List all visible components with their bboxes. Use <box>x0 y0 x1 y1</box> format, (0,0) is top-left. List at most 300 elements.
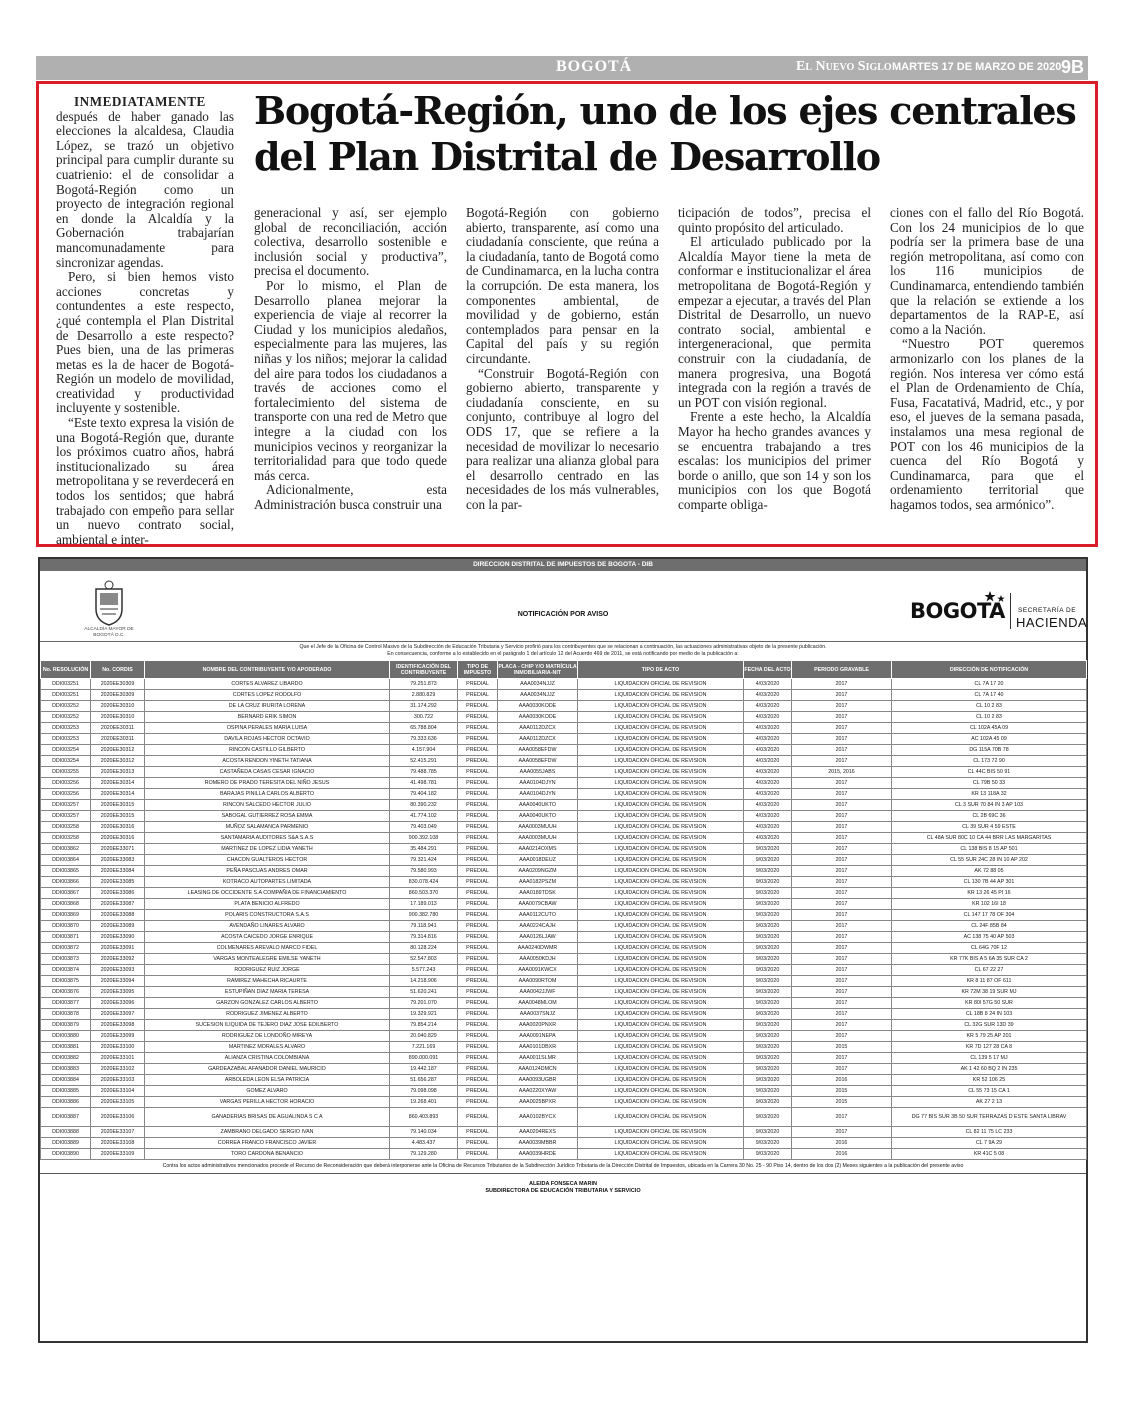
table-row <box>41 1042 1087 1053</box>
table-cell: 2020EE33083 <box>91 855 145 866</box>
table-cell: LIQUIDACION OFICIAL DE REVISION <box>578 877 744 888</box>
table-cell: 2020EE30311 <box>91 723 145 734</box>
table-cell: POLARIS CONSTRUCTORA S.A.S <box>145 910 390 921</box>
table-cell: 2017 <box>792 1031 892 1042</box>
table-cell: LIQUIDACION OFICIAL DE REVISION <box>578 800 744 811</box>
table-cell: 300.722 <box>390 712 458 723</box>
table-cell: DDI003258 <box>41 833 91 844</box>
table-row <box>41 1127 1087 1138</box>
table-cell: CORREA FRANCO FRANCISCO JAVIER <box>145 1138 390 1149</box>
table-cell: PREDIAL <box>458 998 498 1009</box>
table-cell: CL 55 SUR 24C 28 IN 10 AP 202 <box>892 855 1087 866</box>
table-row <box>41 844 1087 855</box>
table-row <box>41 723 1087 734</box>
table-cell: ACOSTA CAICEDO JORGE ENRIQUE <box>145 932 390 943</box>
table-cell: AAA0003MUUH <box>498 833 578 844</box>
table-cell: CL 67 22 27 <box>892 965 1087 976</box>
paragraph: después de haber ganado las elecciones la alcaldesa, Claudia López, se trazó un objetivo principal para cumplir durante su cuatrienio: el de consolidar a Bogotá-Región como un proyecto de integración regional en donde la Alcaldía y la Gobernación trabajarían mancomunadamente para sincronizar agendas. <box>56 108 234 270</box>
table-cell: 2017 <box>792 756 892 767</box>
table-cell: RODRIGUEZ JIMENEZ ALBERTO <box>145 1009 390 1020</box>
table-cell: 2020EE33090 <box>91 932 145 943</box>
table-cell: 2020EE33091 <box>91 943 145 954</box>
table-cell: ALIANZA CRISTINA COLOMBIANA <box>145 1053 390 1064</box>
table-cell: 2020EE33102 <box>91 1064 145 1075</box>
table-cell: 79.321.424 <box>390 855 458 866</box>
signer-title: SUBDIRECTORA DE EDUCACIÓN TRIBUTARIA Y SERVICIO <box>485 1188 641 1194</box>
table-cell: 2017 <box>792 690 892 701</box>
table-cell: LIQUIDACION OFICIAL DE REVISION <box>578 998 744 1009</box>
table-cell: AAA0040UKTO <box>498 811 578 822</box>
column-header: No. RESOLUCIÓN <box>41 661 91 679</box>
table-cell: PREDIAL <box>458 800 498 811</box>
table-cell: AAA0112CUTO <box>498 910 578 921</box>
column-header: No. CORDIS <box>91 661 145 679</box>
table-cell: PREDIAL <box>458 943 498 954</box>
table-cell: CL 2B 69C 36 <box>892 811 1087 822</box>
column-header: FECHA DEL ACTO <box>744 661 792 679</box>
table-cell: 9/03/2020 <box>744 1020 792 1031</box>
table-cell: PREDIAL <box>458 712 498 723</box>
table-cell: 2017 <box>792 943 892 954</box>
table-cell: DDI003254 <box>41 745 91 756</box>
table-cell: CL 24F 85B 84 <box>892 921 1087 932</box>
paragraph: “Construir Bogotá-Región con gobierno abierto, transparente y ciudadanía consciente, en su conjunto, contribuye al logro del ODS 17, que se refiere a la necesidad de movilizar lo necesario para realizar una alianza global para el desarrollo centrado en las necesidades de los más vulnerables, con la par- <box>466 365 659 512</box>
table-cell: RODRIGUEZ RUIZ JORGE <box>145 965 390 976</box>
table-cell: 2020EE33071 <box>91 844 145 855</box>
table-cell: LIQUIDACION OFICIAL DE REVISION <box>578 1064 744 1075</box>
table-cell: 2017 <box>792 921 892 932</box>
table-cell: 2017 <box>792 932 892 943</box>
table-cell: DDI003876 <box>41 987 91 998</box>
table-cell: DAVILA ROJAS HECTOR OCTAVIO <box>145 734 390 745</box>
table-cell: 2017 <box>792 855 892 866</box>
paragraph: Pero, si bien hemos visto acciones concretas y contundentes a este respecto, ¿qué contempla el Plan Distrital de Desarrollo a este respecto? Pues bien, una de las primeras metas es la de hacer de Bogotá-Región un modelo de movilidad, creatividad y productividad incluyente y sostenible. <box>56 269 234 416</box>
table-cell: AAA0030KODE <box>498 701 578 712</box>
table-cell: 2020EE33095 <box>91 987 145 998</box>
table-row <box>41 1009 1087 1020</box>
logo-stars-icon <box>984 589 1008 609</box>
table-cell: KR 52 106 25 <box>892 1075 1087 1086</box>
table-cell: LIQUIDACION OFICIAL DE REVISION <box>578 679 744 690</box>
table-cell: 2017 <box>792 965 892 976</box>
table-cell: 900.392.108 <box>390 833 458 844</box>
table-cell: SABOGAL GUTIERREZ ROSA EMMA <box>145 811 390 822</box>
notice-table <box>40 660 1087 1160</box>
table-cell: AAA0224CAJH <box>498 921 578 932</box>
table-cell: AAA0011SLMR <box>498 1053 578 1064</box>
table-cell: 2017 <box>792 1064 892 1075</box>
table-cell: LIQUIDACION OFICIAL DE REVISION <box>578 987 744 998</box>
table-row <box>41 822 1087 833</box>
table-cell: PREDIAL <box>458 1053 498 1064</box>
notice-intro <box>40 641 1086 660</box>
table-cell: DDI003874 <box>41 965 91 976</box>
table-cell: 2017 <box>792 844 892 855</box>
table-cell: 9/03/2020 <box>744 1138 792 1149</box>
table-cell: AAA0101DBXR <box>498 1042 578 1053</box>
table-cell: 2017 <box>792 1020 892 1031</box>
table-cell: 2017 <box>792 954 892 965</box>
table-cell: AK 27 2 13 <box>892 1097 1087 1108</box>
table-cell: AAA0003MUUH <box>498 822 578 833</box>
table-cell: LIQUIDACION OFICIAL DE REVISION <box>578 767 744 778</box>
table-cell: 9/03/2020 <box>744 1053 792 1064</box>
table-cell: PREDIAL <box>458 965 498 976</box>
table-row <box>41 877 1087 888</box>
table-row <box>41 1075 1087 1086</box>
table-cell: CL 48A SUR 80C 10 CA 44 BRR LAS MARGARITAS <box>892 833 1087 844</box>
table-cell: DDI003888 <box>41 1127 91 1138</box>
table-cell: LIQUIDACION OFICIAL DE REVISION <box>578 1149 744 1160</box>
table-cell: AAA0091KWCX <box>498 965 578 976</box>
table-cell: 2017 <box>792 877 892 888</box>
table-cell: 31.174.292 <box>390 701 458 712</box>
table-cell: AAA0079CBAW <box>498 899 578 910</box>
table-cell: PREDIAL <box>458 888 498 899</box>
table-cell: PREDIAL <box>458 987 498 998</box>
table-row <box>41 910 1087 921</box>
coat-of-arms-icon <box>88 579 130 627</box>
table-cell: 2017 <box>792 734 892 745</box>
table-cell: DDI003887 <box>41 1108 91 1127</box>
table-cell: 2017 <box>792 987 892 998</box>
table-cell: 9/03/2020 <box>744 1097 792 1108</box>
table-cell: DDI003890 <box>41 1149 91 1160</box>
paragraph: ticipación de todos”, precisa el quinto propósito del articulado. <box>678 205 871 235</box>
table-cell: 2015 <box>792 1097 892 1108</box>
table-cell: LEASING DE OCCIDENTE S.A COMPAÑIA DE FINANCIAMIENTO <box>145 888 390 899</box>
table-cell: DDI003880 <box>41 1031 91 1042</box>
table-cell: AAA0124DMCN <box>498 1064 578 1075</box>
table-cell: LIQUIDACION OFICIAL DE REVISION <box>578 1097 744 1108</box>
table-cell: 2020EE30313 <box>91 767 145 778</box>
table-cell: 9/03/2020 <box>744 888 792 899</box>
table-cell: PREDIAL <box>458 1031 498 1042</box>
table-cell: PREDIAL <box>458 1108 498 1127</box>
table-cell: PLATA BENICIO ALFREDO <box>145 899 390 910</box>
table-cell: DDI003882 <box>41 1053 91 1064</box>
paragraph: generacional y así, ser ejemplo global de reconciliación, acción colectiva, desarrollo sostenible e inclusión social y productiva”, precisa el documento. <box>254 205 447 279</box>
table-row <box>41 690 1087 701</box>
table-cell: 2016 <box>792 1138 892 1149</box>
table-cell: 4/03/2020 <box>744 822 792 833</box>
hacienda-label: HACIENDA <box>1016 615 1088 630</box>
table-cell: 2020EE30315 <box>91 800 145 811</box>
table-cell: RODRIGUEZ DE LONDOÑO MIREYA <box>145 1031 390 1042</box>
table-cell: 9/03/2020 <box>744 954 792 965</box>
table-cell: 2020EE33108 <box>91 1138 145 1149</box>
table-cell: PREDIAL <box>458 1064 498 1075</box>
table-cell: DDI003873 <box>41 954 91 965</box>
table-cell: KR 13 118A 32 <box>892 789 1087 800</box>
table-cell: AAA0209NGZM <box>498 866 578 877</box>
table-cell: 4/03/2020 <box>744 745 792 756</box>
table-cell: 4/03/2020 <box>744 690 792 701</box>
table-cell: 4/03/2020 <box>744 767 792 778</box>
table-cell: CL 79B 50 33 <box>892 778 1087 789</box>
table-cell: DDI003872 <box>41 943 91 954</box>
table-cell: MARTINEZ MORALES ALVARO <box>145 1042 390 1053</box>
table-cell: CL 39 SUR 4 59 ESTE <box>892 822 1087 833</box>
table-row <box>41 1149 1087 1160</box>
table-cell: 2020EE33105 <box>91 1097 145 1108</box>
table-cell: DDI003884 <box>41 1075 91 1086</box>
table-cell: 51.656.287 <box>390 1075 458 1086</box>
table-cell: PREDIAL <box>458 723 498 734</box>
table-cell: CL 173 72 90 <box>892 756 1087 767</box>
table-cell: LIQUIDACION OFICIAL DE REVISION <box>578 690 744 701</box>
table-cell: 17.189.013 <box>390 899 458 910</box>
table-cell: 2020EE30309 <box>91 690 145 701</box>
table-cell: DDI003254 <box>41 756 91 767</box>
table-cell: 4/03/2020 <box>744 679 792 690</box>
table-row <box>41 1097 1087 1108</box>
table-cell: KR 5 79 25 AP 201 <box>892 1031 1087 1042</box>
table-cell: SANTAMARIA AUDITORES S&A S.A.S <box>145 833 390 844</box>
logo-divider <box>1010 593 1011 629</box>
table-cell: LIQUIDACION OFICIAL DE REVISION <box>578 1086 744 1097</box>
table-cell: AAA0025BPXR <box>498 1097 578 1108</box>
table-cell: AAA0055JABS <box>498 767 578 778</box>
table-cell: 860.403.893 <box>390 1108 458 1127</box>
table-cell: 9/03/2020 <box>744 987 792 998</box>
table-cell: CL 130 7B 44 AP 301 <box>892 877 1087 888</box>
table-cell: 2020EE30310 <box>91 712 145 723</box>
table-cell: CL 7 9A 29 <box>892 1138 1087 1149</box>
table-cell: DDI003879 <box>41 1020 91 1031</box>
notice-title: NOTIFICACIÓN POR AVISO <box>517 611 609 618</box>
table-cell: 2017 <box>792 701 892 712</box>
table-cell: PREDIAL <box>458 910 498 921</box>
table-cell: 2017 <box>792 888 892 899</box>
table-cell: 2020EE33088 <box>91 910 145 921</box>
table-cell: LIQUIDACION OFICIAL DE REVISION <box>578 723 744 734</box>
table-cell: LIQUIDACION OFICIAL DE REVISION <box>578 954 744 965</box>
table-row <box>41 1053 1087 1064</box>
table-cell: DDI003867 <box>41 888 91 899</box>
table-cell: PREDIAL <box>458 1138 498 1149</box>
table-cell: KR 80I 57G 50 SUR <box>892 998 1087 1009</box>
table-cell: AAA0050KDJH <box>498 954 578 965</box>
table-cell: AAA0042JJWF <box>498 987 578 998</box>
table-cell: DDI003865 <box>41 866 91 877</box>
article-column-4 <box>678 206 871 512</box>
table-cell: LIQUIDACION OFICIAL DE REVISION <box>578 789 744 800</box>
page-number: 9B <box>1060 57 1084 77</box>
table-cell: PREDIAL <box>458 701 498 712</box>
table-cell: 9/03/2020 <box>744 1031 792 1042</box>
table-cell: CL 44C BIS 50 91 <box>892 767 1087 778</box>
table-cell: 2017 <box>792 1108 892 1127</box>
table-cell: PREDIAL <box>458 789 498 800</box>
table-cell: DDI003252 <box>41 712 91 723</box>
table-cell: DDI003883 <box>41 1064 91 1075</box>
table-cell: 79.314.816 <box>390 932 458 943</box>
table-row <box>41 1108 1087 1127</box>
table-cell: 2020EE33098 <box>91 1020 145 1031</box>
table-cell: 19.442.187 <box>390 1064 458 1075</box>
paragraph: “Este texto expresa la visión de una Bogotá-Región que, durante los próximos cuatro años, habrá institucionalizado su área metropolitana y se reverdecerá en todos los sentidos; que habrá trabajado con empeño para sellar un nuevo contrato social, ambiental e inter- <box>56 415 234 547</box>
table-cell: 900.382.780 <box>390 910 458 921</box>
table-cell: AAA0018DEUZ <box>498 855 578 866</box>
table-cell: PREDIAL <box>458 921 498 932</box>
table-cell: CASTAÑEDA CASAS CESAR IGNACIO <box>145 767 390 778</box>
table-cell: CL 64G 70F 12 <box>892 943 1087 954</box>
table-cell: 2017 <box>792 789 892 800</box>
table-cell: AAA0182PSZM <box>498 877 578 888</box>
paragraph: El articulado publicado por la Alcaldía Mayor tiene la meta de conformar e institucionalizar el área metropolitana de Bogotá-Región y empezar a ejecutar, a través del Plan Distrital de Desarrollo, un nuevo contrato social, ambiental e intergeneracional, que permita construir con la ciudadanía, de manera progresiva, una Bogotá integrada con la región a través de un POT con visión regional. <box>678 234 871 410</box>
table-cell: DDI003869 <box>41 910 91 921</box>
table-cell: AAA0039MBBR <box>498 1138 578 1149</box>
table-cell: COLMENARES AREVALO MARCO FIDEL <box>145 943 390 954</box>
secretaria-label: SECRETARÍA DE <box>1018 607 1077 614</box>
table-cell: DDI003256 <box>41 778 91 789</box>
table-row <box>41 1031 1087 1042</box>
table-cell: LIQUIDACION OFICIAL DE REVISION <box>578 943 744 954</box>
table-cell: 80.128.224 <box>390 943 458 954</box>
table-cell: KR 77K BIS A 5 6A 35 SUR CA 2 <box>892 954 1087 965</box>
table-cell: 2020EE33086 <box>91 888 145 899</box>
table-cell: 20.040.829 <box>390 1031 458 1042</box>
table-cell: 2020EE30309 <box>91 679 145 690</box>
table-cell: PREDIAL <box>458 1086 498 1097</box>
table-cell: DDI003251 <box>41 690 91 701</box>
table-cell: 890.000.091 <box>390 1053 458 1064</box>
table-cell: 4/03/2020 <box>744 800 792 811</box>
table-row <box>41 954 1087 965</box>
table-cell: DG 77 BIS SUR 3B 50 SUR TERRAZAS D ESTE SANTA LIBRAV <box>892 1108 1087 1127</box>
table-cell: 4/03/2020 <box>744 712 792 723</box>
table-row <box>41 921 1087 932</box>
table-cell: AAA0240DWMR <box>498 943 578 954</box>
table-cell: AAA0104DJYN <box>498 778 578 789</box>
table-cell: 2017 <box>792 998 892 1009</box>
table-cell: GANADERIAS BRISAS DE AGUALINDA S C A <box>145 1108 390 1127</box>
table-cell: 2016 <box>792 1075 892 1086</box>
table-cell: CL 7A 17 20 <box>892 679 1087 690</box>
table-cell: GARDEAZABAL AFANADOR DANIEL MAURICIO <box>145 1064 390 1075</box>
table-cell: CORTES LOPEZ RODOLFO <box>145 690 390 701</box>
table-cell: LIQUIDACION OFICIAL DE REVISION <box>578 701 744 712</box>
article-lead-word: INMEDIATAMENTE <box>74 94 206 109</box>
table-cell: 2015 <box>792 1086 892 1097</box>
table-cell: 2.880.829 <box>390 690 458 701</box>
table-cell: TORO CARDONA BENANCIO <box>145 1149 390 1160</box>
table-cell: LIQUIDACION OFICIAL DE REVISION <box>578 745 744 756</box>
table-cell: AAA0112DZCX <box>498 723 578 734</box>
table-cell: PREDIAL <box>458 745 498 756</box>
table-cell: 9/03/2020 <box>744 899 792 910</box>
table-cell: LIQUIDACION OFICIAL DE REVISION <box>578 1108 744 1127</box>
table-cell: PREDIAL <box>458 767 498 778</box>
table-row <box>41 998 1087 1009</box>
table-cell: AK 72 88 05 <box>892 866 1087 877</box>
table-cell: AAA0102BYCX <box>498 1108 578 1127</box>
table-cell: AAA0126LJAW <box>498 932 578 943</box>
newspaper-name: El Nuevo Siglo <box>796 59 892 74</box>
table-cell: 19.329.921 <box>390 1009 458 1020</box>
table-cell: 2020EE33106 <box>91 1108 145 1127</box>
table-cell: KR 102 16I 18 <box>892 899 1087 910</box>
table-cell: 79.201.070 <box>390 998 458 1009</box>
table-cell: 2020EE30312 <box>91 756 145 767</box>
table-cell: PREDIAL <box>458 932 498 943</box>
table-cell: AAA0020PNXR <box>498 1020 578 1031</box>
table-cell: 4/03/2020 <box>744 756 792 767</box>
table-cell: AAA0104DJYN <box>498 789 578 800</box>
table-row <box>41 888 1087 899</box>
table-cell: AAA0112DZCX <box>498 734 578 745</box>
alcaldia-label: ALCALDÍA MAYOR DE BOGOTÁ D.C. <box>84 627 134 638</box>
header-row <box>41 661 1087 679</box>
table-cell: LIQUIDACION OFICIAL DE REVISION <box>578 1138 744 1149</box>
table-cell: PREDIAL <box>458 1097 498 1108</box>
table-row <box>41 800 1087 811</box>
table-cell: AAA0189TDSK <box>498 888 578 899</box>
table-cell: 79.140.034 <box>390 1127 458 1138</box>
table-header <box>41 661 1087 679</box>
table-cell: 79.580.993 <box>390 866 458 877</box>
table-cell: DDI003252 <box>41 701 91 712</box>
table-row <box>41 965 1087 976</box>
table-cell: DDI003889 <box>41 1138 91 1149</box>
table-cell: 9/03/2020 <box>744 1108 792 1127</box>
table-cell: 9/03/2020 <box>744 1086 792 1097</box>
table-cell: 2017 <box>792 1127 892 1138</box>
table-cell: 4/03/2020 <box>744 789 792 800</box>
table-row <box>41 811 1087 822</box>
table-cell: 79.098.098 <box>390 1086 458 1097</box>
table-cell: PREDIAL <box>458 811 498 822</box>
table-cell: LIQUIDACION OFICIAL DE REVISION <box>578 1053 744 1064</box>
table-row <box>41 734 1087 745</box>
column-header: PERIODO GRAVABLE <box>792 661 892 679</box>
table-cell: 2020EE33094 <box>91 976 145 987</box>
table-cell: KR 13 26 45 PI 16 <box>892 888 1087 899</box>
notice-footer-text: Contra los actos administrativos mencionados procede el Recurso de Reconsideración que deberá interponerse ante la Oficina de Recursos Tributarios de la Subdirección Jurídico Tributaria de la Dirección Distrital de Impuestos, ubicada en la Carrera 30 No. 25 - 90 Piso 14, dentro de los dos (2) Meses siguientes a la publicación del presente aviso <box>162 1163 964 1169</box>
table-cell: 80.390.232 <box>390 800 458 811</box>
table-cell: 9/03/2020 <box>744 965 792 976</box>
table-cell: 2020EE33107 <box>91 1127 145 1138</box>
table-cell: LIQUIDACION OFICIAL DE REVISION <box>578 1020 744 1031</box>
table-cell: DDI003251 <box>41 679 91 690</box>
table-cell: PREDIAL <box>458 679 498 690</box>
table-cell: LIQUIDACION OFICIAL DE REVISION <box>578 712 744 723</box>
table-cell: DDI003256 <box>41 789 91 800</box>
table-cell: 2015 <box>792 1042 892 1053</box>
table-cell: DG 115A 70B 78 <box>892 745 1087 756</box>
table-cell: DE LA CRUZ IRURITA LORENA <box>145 701 390 712</box>
table-cell: PREDIAL <box>458 833 498 844</box>
table-cell: LIQUIDACION OFICIAL DE REVISION <box>578 910 744 921</box>
table-cell: CL 10 2 83 <box>892 701 1087 712</box>
table-cell: 52.547.803 <box>390 954 458 965</box>
issue-date: MARTES 17 DE MARZO DE 2020 <box>892 61 1062 73</box>
tax-notice <box>38 557 1088 1343</box>
table-cell: 2017 <box>792 712 892 723</box>
article-headline: Bogotá-Región, uno de los ejes centrales del Plan Distrital de Desarrollo <box>254 88 1076 179</box>
table-cell: AC 138 75 40 AP 503 <box>892 932 1087 943</box>
table-cell: AVENDAÑO LINARES ALVARO <box>145 921 390 932</box>
table-cell: 2020EE33099 <box>91 1031 145 1042</box>
table-cell: DDI003257 <box>41 811 91 822</box>
table-cell: AAA0058EFDW <box>498 756 578 767</box>
table-cell: LIQUIDACION OFICIAL DE REVISION <box>578 1127 744 1138</box>
table-cell: 9/03/2020 <box>744 877 792 888</box>
table-cell: ZAMBRANO DELGADO SERGIO IVAN <box>145 1127 390 1138</box>
table-cell: GARZON GONZALEZ CARLOS ALBERTO <box>145 998 390 1009</box>
table-cell: PREDIAL <box>458 690 498 701</box>
